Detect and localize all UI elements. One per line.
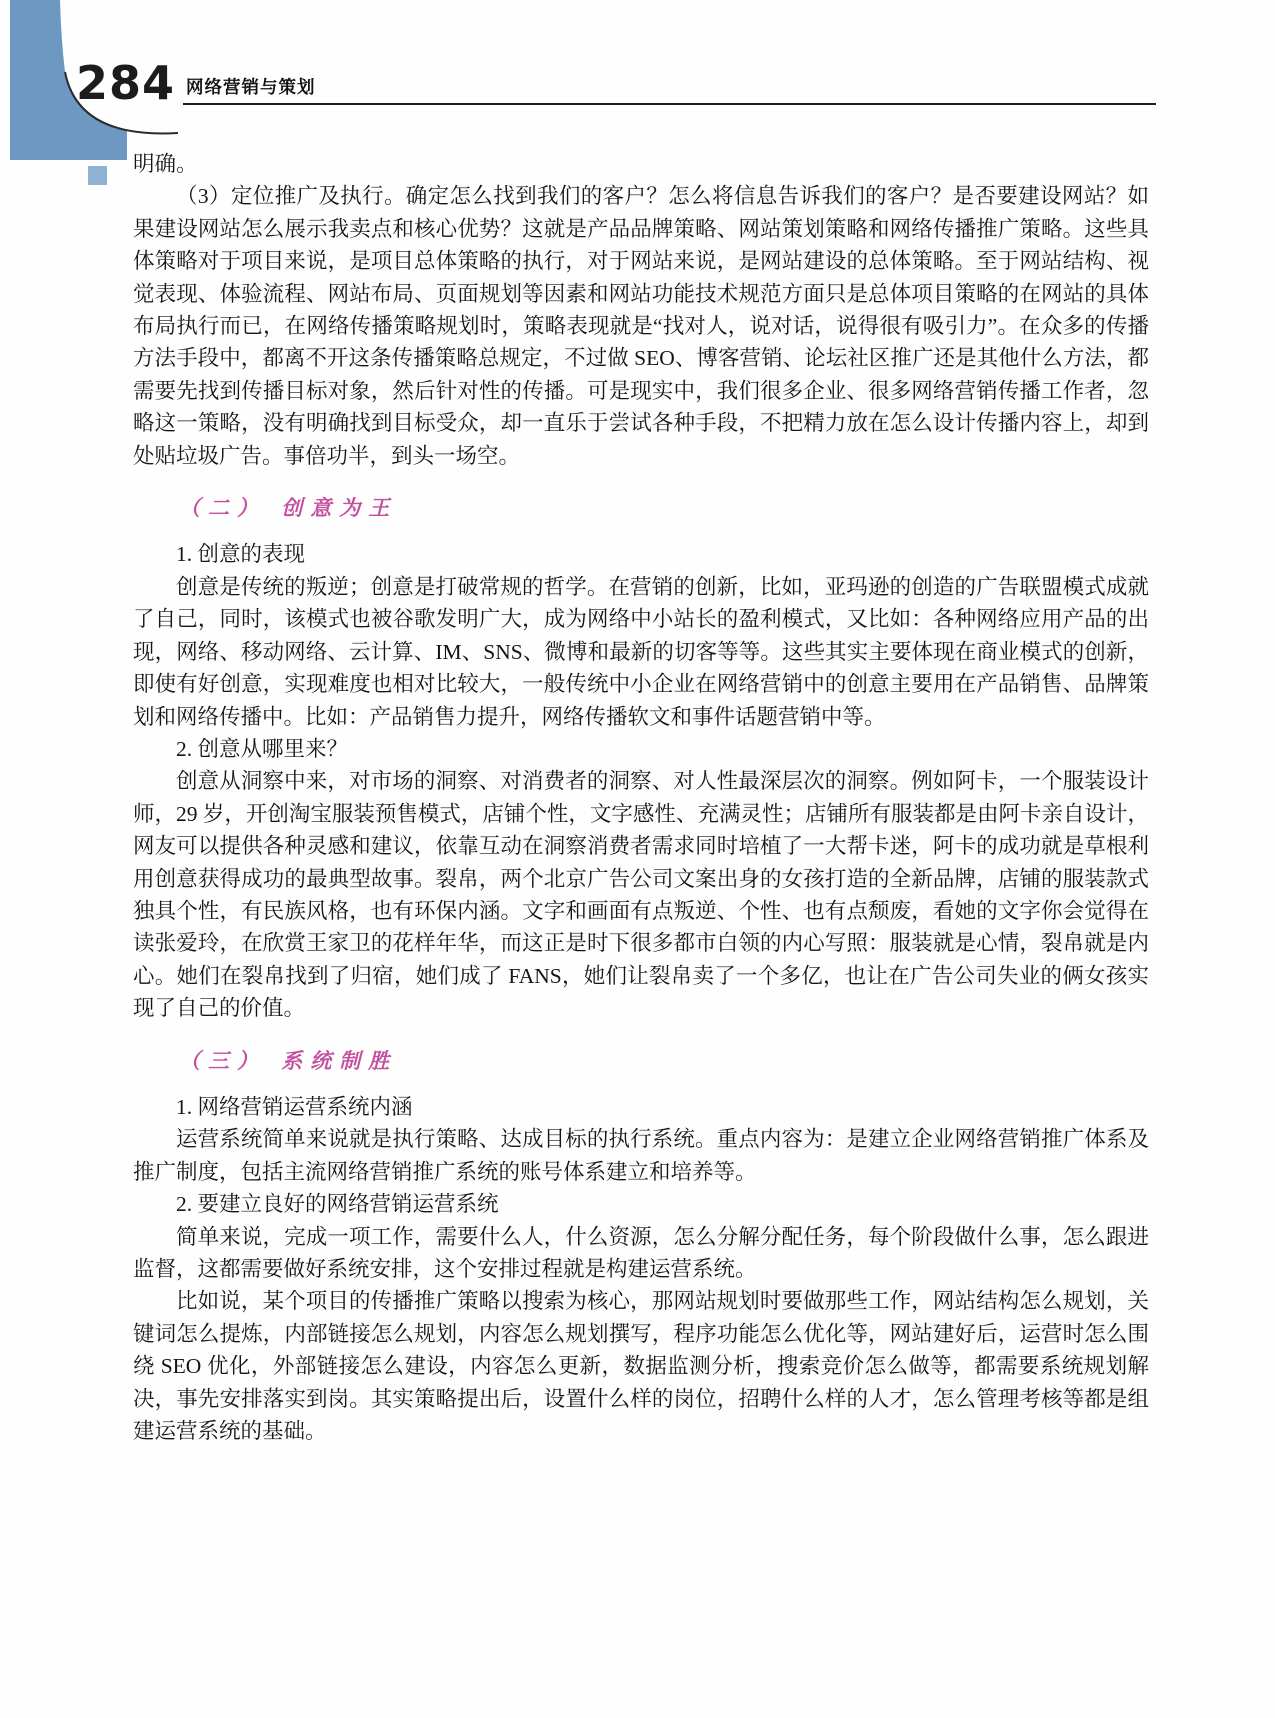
corner-accent-square (88, 166, 107, 185)
continuation-paragraph: 明确。 (133, 152, 198, 176)
body-paragraph-positioning: （3）定位推广及执行。确定怎么找到我们的客户？怎么将信息告诉我们的客户？是否要建设网站？如果建设网站怎么展示我卖点和核心优势？这就是产品品牌策略、网站策划策略和网络传播推广策略。这些具体策略对于项目来说，是项目总体策略的执行，对于网站来说，是网站建设的总体策略。至于网站结构、视觉表现、体验流程、网站布局、页面规划等因素和网站功能技术规范方面只是总体项目策略的在网站的具体布局执行而已，在网络传播策略规划时，策略表现就是“找对人，说对话，说得很有吸引力”。在众多的传播方法手段中，都离不开这条传播策略总规定，不过做 SEO、博客营销、论坛社区推广还是其他什么方法，都需要先找到传播目标对象，然后针对性的传播。可是现实中，我们很多企业、很多网络营销传播工作者，忽略这一策略，没有明确找到目标受众，却一直乐于尝试各种手段，不把精力放在怎么设计传播内容上，却到处贴垃圾广告。事倍功半，到头一场空。 (133, 184, 1149, 468)
subsection-heading-system-building: 2. 要建立良好的网络营销运营系统 (176, 1192, 499, 1217)
body-paragraph-system-example: 比如说，某个项目的传播推广策略以搜索为核心，那网站规划时要做那些工作，网站结构怎么规划，关键词怎么提炼，内部链接怎么规划，内容怎么规划撰写，程序功能怎么优化等，网站建好后，运营时怎么围绕 SEO 优化，外部链接怎么建设，内容怎么更新，数据监测分析，搜索竞价怎么做等，都需要系统规划解决，事先安排落实到岗。其实策略提出后，设置什么样的岗位，招聘什么样的人才，怎么管理考核等都是组建运营系统的基础。 (133, 1289, 1149, 1444)
body-paragraph-system-meaning: 运营系统简单来说就是执行策略、达成目标的执行系统。重点内容为：是建立企业网络营销推广体系及推广制度，包括主流网络营销推广系统的账号体系建立和培养等。 (133, 1127, 1149, 1184)
body-paragraph-system-building: 简单来说，完成一项工作，需要什么人，什么资源，怎么分解分配任务，每个阶段做什么事，怎么跟进监督，这都需要做好系统安排，这个安排过程就是构建运营系统。 (133, 1224, 1149, 1281)
body-paragraph-creativity-expression: 创意是传统的叛逆；创意是打破常规的哲学。在营销的创新，比如，亚玛逊的创造的广告联盟模式成就了自己，同时，该模式也被谷歌发明广大，成为网络中小站长的盈利模式，又比如：各种网络应用产品的出现，网络、移动网络、云计算、IM、SNS、微博和最新的切客等等。这些其实主要体现在商业模式的创新，即使有好创意，实现难度也相对比较大，一般传统中小企业在网络营销中的创意主要用在产品销售、品牌策划和网络传播中。比如：产品销售力提升，网络传播软文和事件话题营销中等。 (133, 574, 1149, 729)
subsection-heading-creativity-source: 2. 创意从哪里来？ (176, 736, 349, 761)
section-heading-system: （三） 系统制胜 (179, 1047, 398, 1073)
running-header-title: 网络营销与策划 (186, 77, 316, 97)
page-content (133, 148, 1149, 1447)
subsection-heading-creativity-expression: 1. 创意的表现 (176, 542, 306, 567)
page-number: 284 (76, 56, 176, 110)
subsection-heading-system-meaning: 1. 网络营销运营系统内涵 (176, 1094, 413, 1119)
section-heading-creativity: （二） 创意为王 (179, 495, 398, 521)
header-rule (183, 103, 1156, 105)
body-paragraph-creativity-source: 创意从洞察中来，对市场的洞察、对消费者的洞察、对人性最深层次的洞察。例如阿卡，一个服装设计师，29 岁，开创淘宝服装预售模式，店铺个性，文字感性、充满灵性；店铺所有服装都是由阿卡亲自设计，网友可以提供各种灵感和建议，依靠互动在洞察消费者需求同时培植了一大帮卡迷，阿卡的成功就是草根利用创意获得成功的最典型故事。裂帛，两个北京广告公司文案出身的女孩打造的全新品牌，店铺的服装款式独具个性，有民族风格，也有环保内涵。文字和画面有点叛逆、个性、也有点颓废，看她的文字你会觉得在读张爱玲，在欣赏王家卫的花样年华，而这正是时下很多都市白领的内心写照：服装就是心情，裂帛就是内心。她们在裂帛找到了归宿，她们成了 FANS，她们让裂帛卖了一个多亿，也让在广告公司失业的俩女孩实现了自己的价值。 (133, 769, 1149, 1021)
